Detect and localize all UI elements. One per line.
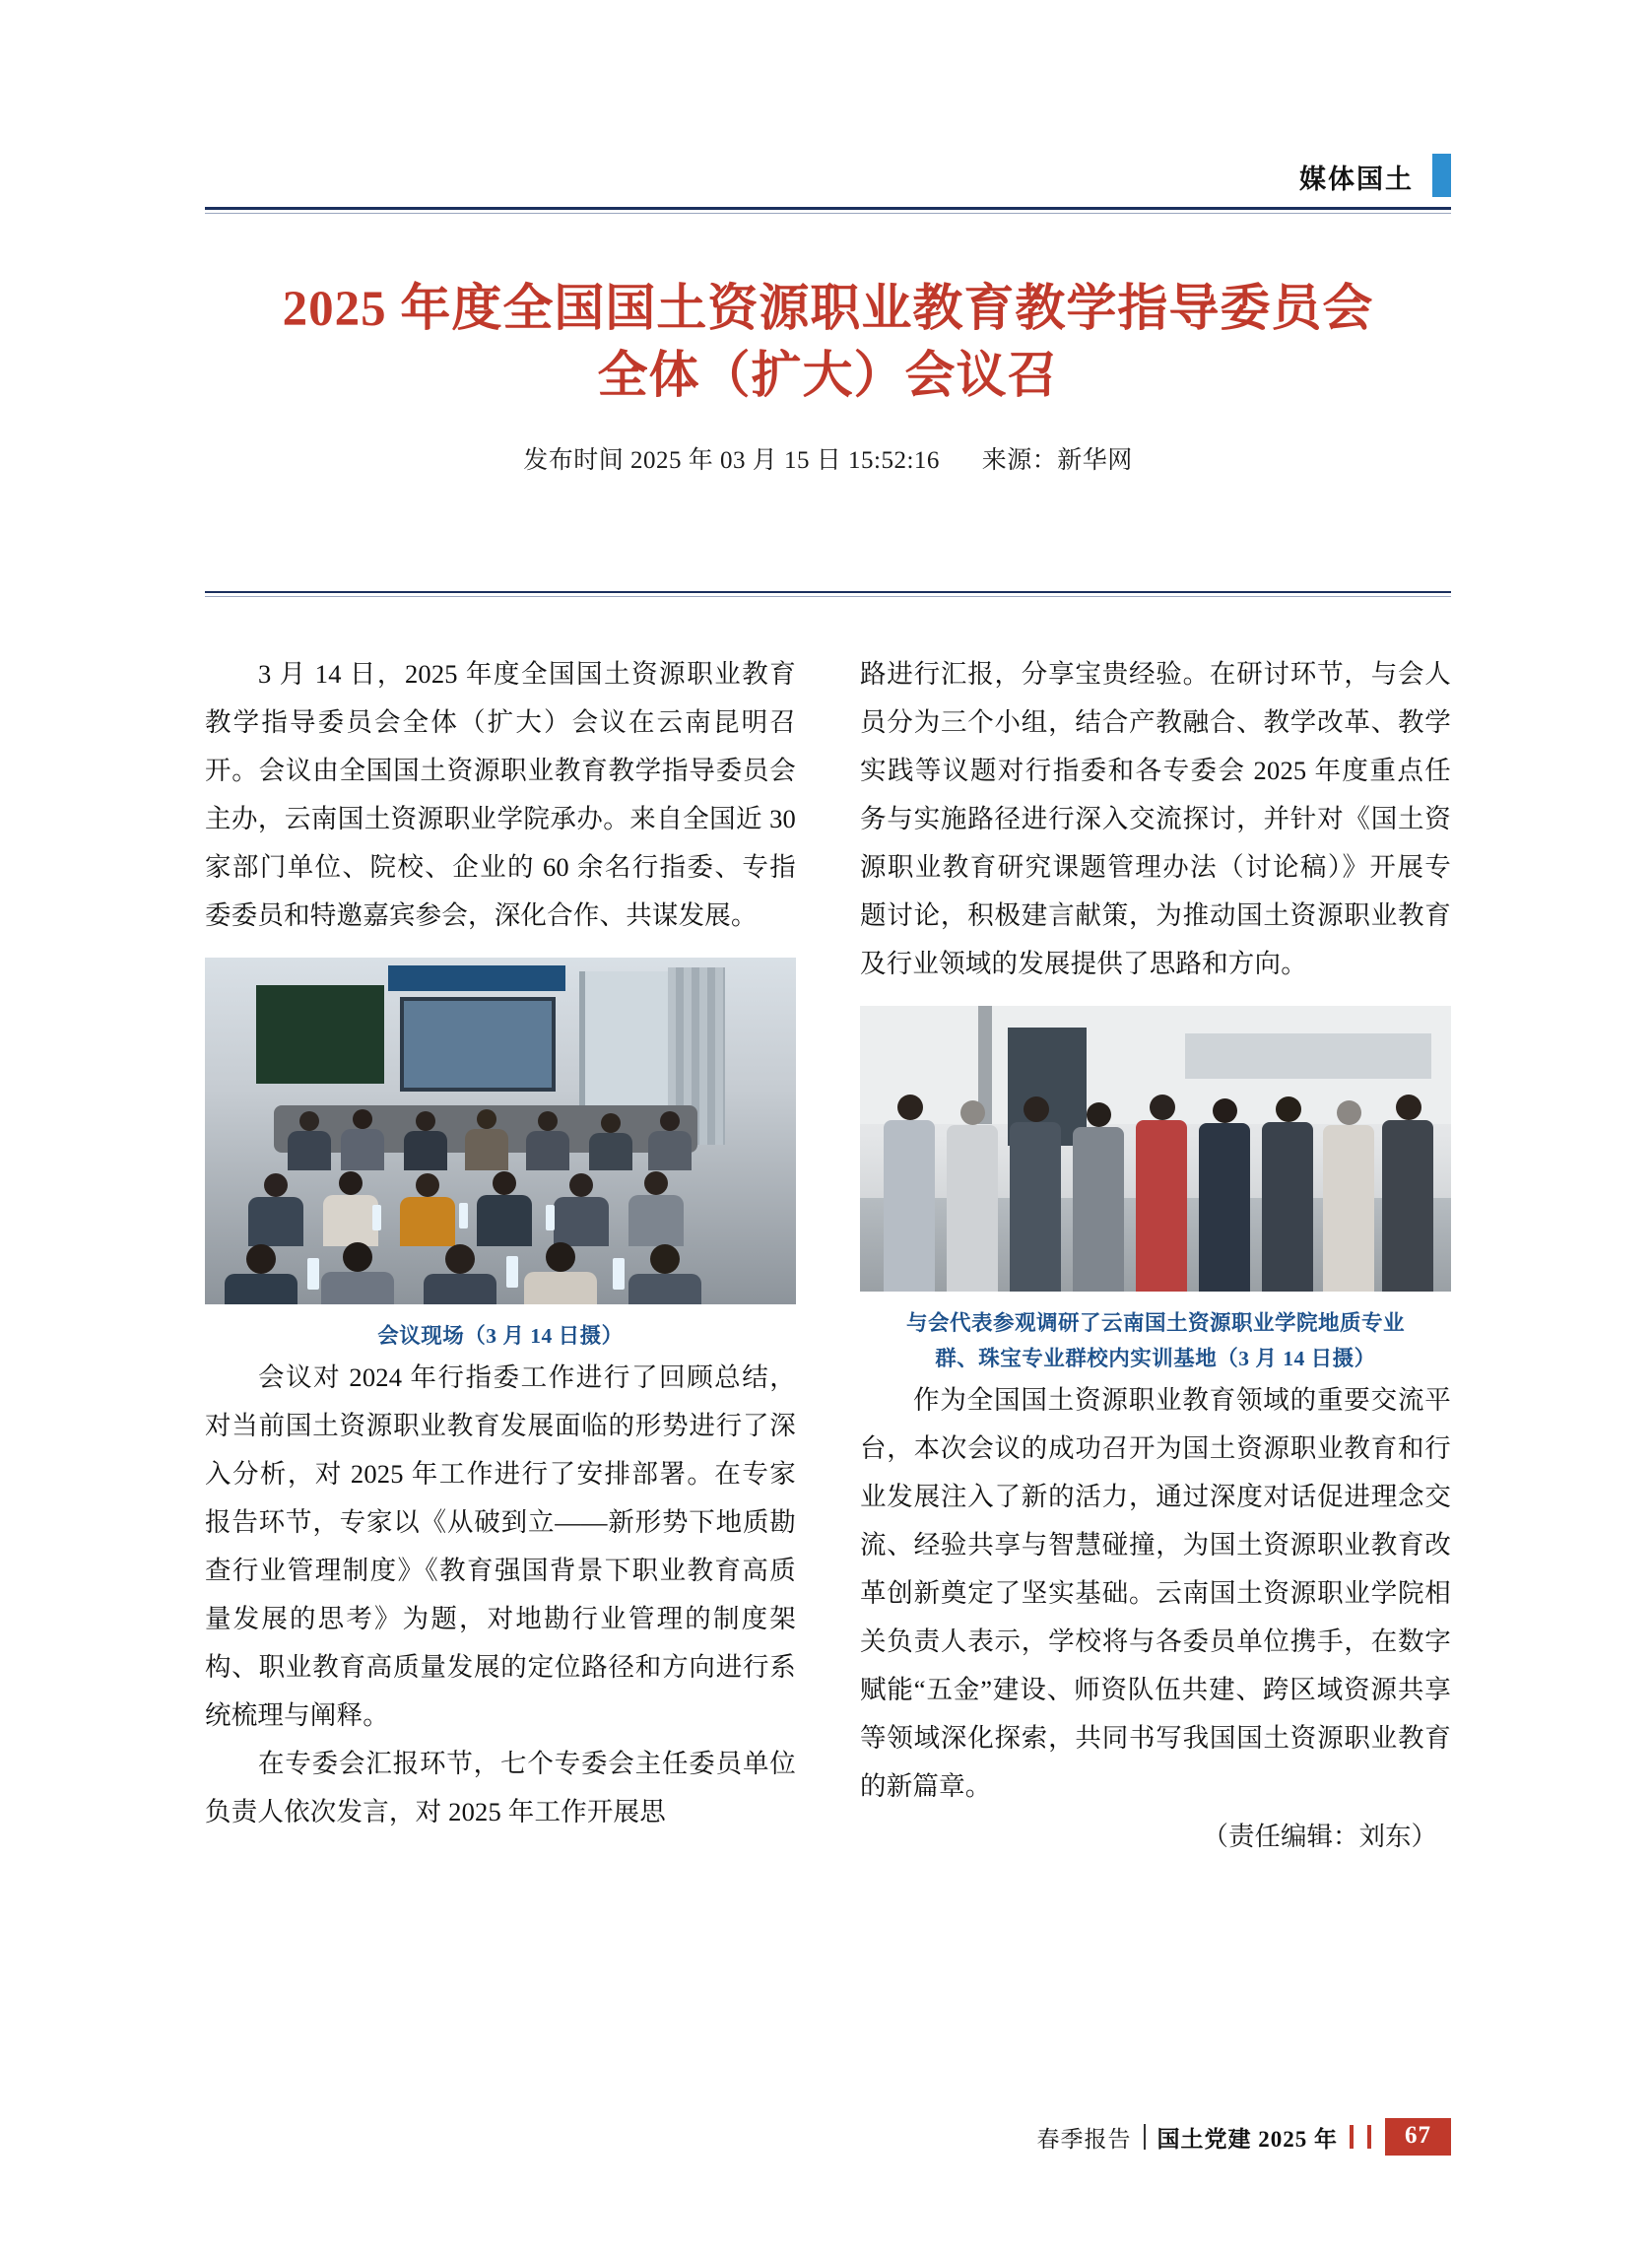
photo2-person: [1380, 1095, 1435, 1292]
left-paragraph-1: 3 月 14 日，2025 年度全国国土资源职业教育教学指导委员会全体（扩大）会议在云南昆明召开。会议由全国国土资源职业教育教学指导委员会主办，云南国土资源职业学院承办。来自全国近 30 家部门单位、院校、企业的 60 余名行指委、专指委委员和特邀嘉宾参会，深化合作、共谋发展。: [205, 659, 796, 930]
photo1-attendee-row-front: [205, 1238, 796, 1304]
header-rule-thin: [205, 213, 1451, 214]
photo1-projection-screen: [400, 997, 556, 1092]
photo2-caption-line-1: 与会代表参观调研了云南国土资源职业学院地质专业: [905, 1311, 1405, 1335]
page-footer: [205, 2118, 1451, 2173]
photo1-window: [579, 971, 680, 1119]
header-rule-thick: [205, 207, 1451, 210]
photo2-person: [882, 1095, 937, 1292]
left-paragraph-2: 会议对 2024 年行指委工作进行了回顾总结，对当前国土资源职业教育发展面临的形势进行了深入分析，对 2025 年工作进行了安排部署。在专家报告环节，专家以《从破到立——新形势下地质勘查行业管理制度》《教育强国背景下职业教育高质量发展的思考》为题，对地勘行业管理的制度架构、职业教育高质量发展的定位路径和方向进行系统梳理与阐释。: [205, 1362, 796, 1730]
footer-mark-icon: [1367, 2125, 1371, 2149]
article-title-line-2: 全体（扩大）会议召: [597, 349, 1059, 405]
photo2-caption-line-2: 群、珠宝专业群校内实训基地（3 月 14 日摄）: [935, 1347, 1376, 1370]
article-meta: [205, 440, 1451, 476]
article-body: [205, 650, 1451, 2098]
photo2-person: [945, 1100, 1000, 1292]
photo2-person: [1197, 1098, 1252, 1292]
right-column: [860, 650, 1451, 1861]
title-rule-thick: [205, 591, 1451, 593]
header-section-label: 媒体国土: [1299, 165, 1414, 194]
photo2-signboard: [1185, 1033, 1431, 1079]
right-paragraph-2: 作为全国国土资源职业教育领域的重要交流平台，本次会议的成功召开为国土资源职业教育和行业发展注入了新的活力，通过深度对话促进理念交流、经验共享与智慧碰撞，为国土资源职业教育改革创新奠定了坚实基础。云南国土资源职业学院相关负责人表示，学校将与各委员单位携手，在数字赋能“五金”建设、师资队伍共建、跨区域资源共享等领域深化探索，共同书写我国国土资源职业教育的新篇章。: [860, 1385, 1451, 1801]
photo2-person: [1260, 1096, 1315, 1292]
photo-meeting-room: [205, 958, 796, 1304]
photo-site-visit: [860, 1006, 1451, 1292]
photo1-attendee-row-back: [205, 1105, 796, 1174]
photo2-person: [1071, 1102, 1126, 1292]
right-paragraph-1: 路进行汇报，分享宝贵经验。在研讨环节，与会人员分为三个小组，结合产教融合、教学改革、教学实践等议题对行指委和各专委会 2025 年度重点任务与实施路径进行深入交流探讨，并针对《国土资源职业教育研究课题管理办法（讨论稿）》开展专题讨论，积极建言献策，为推动国土资源职业教育及行业领域的发展提供了思路和方向。: [860, 659, 1451, 978]
photo2-person: [1008, 1096, 1063, 1292]
photo2-person: [1321, 1100, 1376, 1292]
article-title-line-1: 2025 年度全国国土资源职业教育教学指导委员会: [282, 282, 1374, 337]
footer-divider: [1144, 2124, 1146, 2150]
left-paragraph-3: 在专委会汇报环节，七个专委会主任委员单位负责人依次发言，对 2025 年工作开展思: [205, 1749, 796, 1826]
left-column: [205, 650, 796, 1836]
footer-mark-icon: [1350, 2125, 1354, 2149]
page-header: [205, 158, 1451, 217]
article-source: 来源：新华网: [981, 446, 1133, 474]
photo2-person: [1134, 1095, 1189, 1292]
photo-site-visit-caption: [860, 1305, 1451, 1376]
photo1-banner: [388, 965, 565, 991]
article-title-block: [205, 276, 1451, 476]
footer-content: [1037, 2118, 1452, 2156]
photo1-attendee-row-middle: [205, 1169, 796, 1248]
photo-meeting-room-caption: 会议现场（3 月 14 日摄）: [377, 1324, 624, 1348]
editor-signature: （责任编辑：刘东）: [1202, 1822, 1437, 1851]
footer-publication: 国土党建 2025 年: [1156, 2126, 1338, 2152]
page-number: 67: [1385, 2118, 1451, 2156]
publish-time: 发布时间 2025 年 03 月 15 日 15:52:16: [523, 446, 940, 474]
header-accent-bar: [1432, 154, 1451, 197]
title-rule-thin: [205, 596, 1451, 597]
footer-section: 春季报告: [1036, 2126, 1132, 2152]
photo1-blackboard: [256, 985, 384, 1084]
